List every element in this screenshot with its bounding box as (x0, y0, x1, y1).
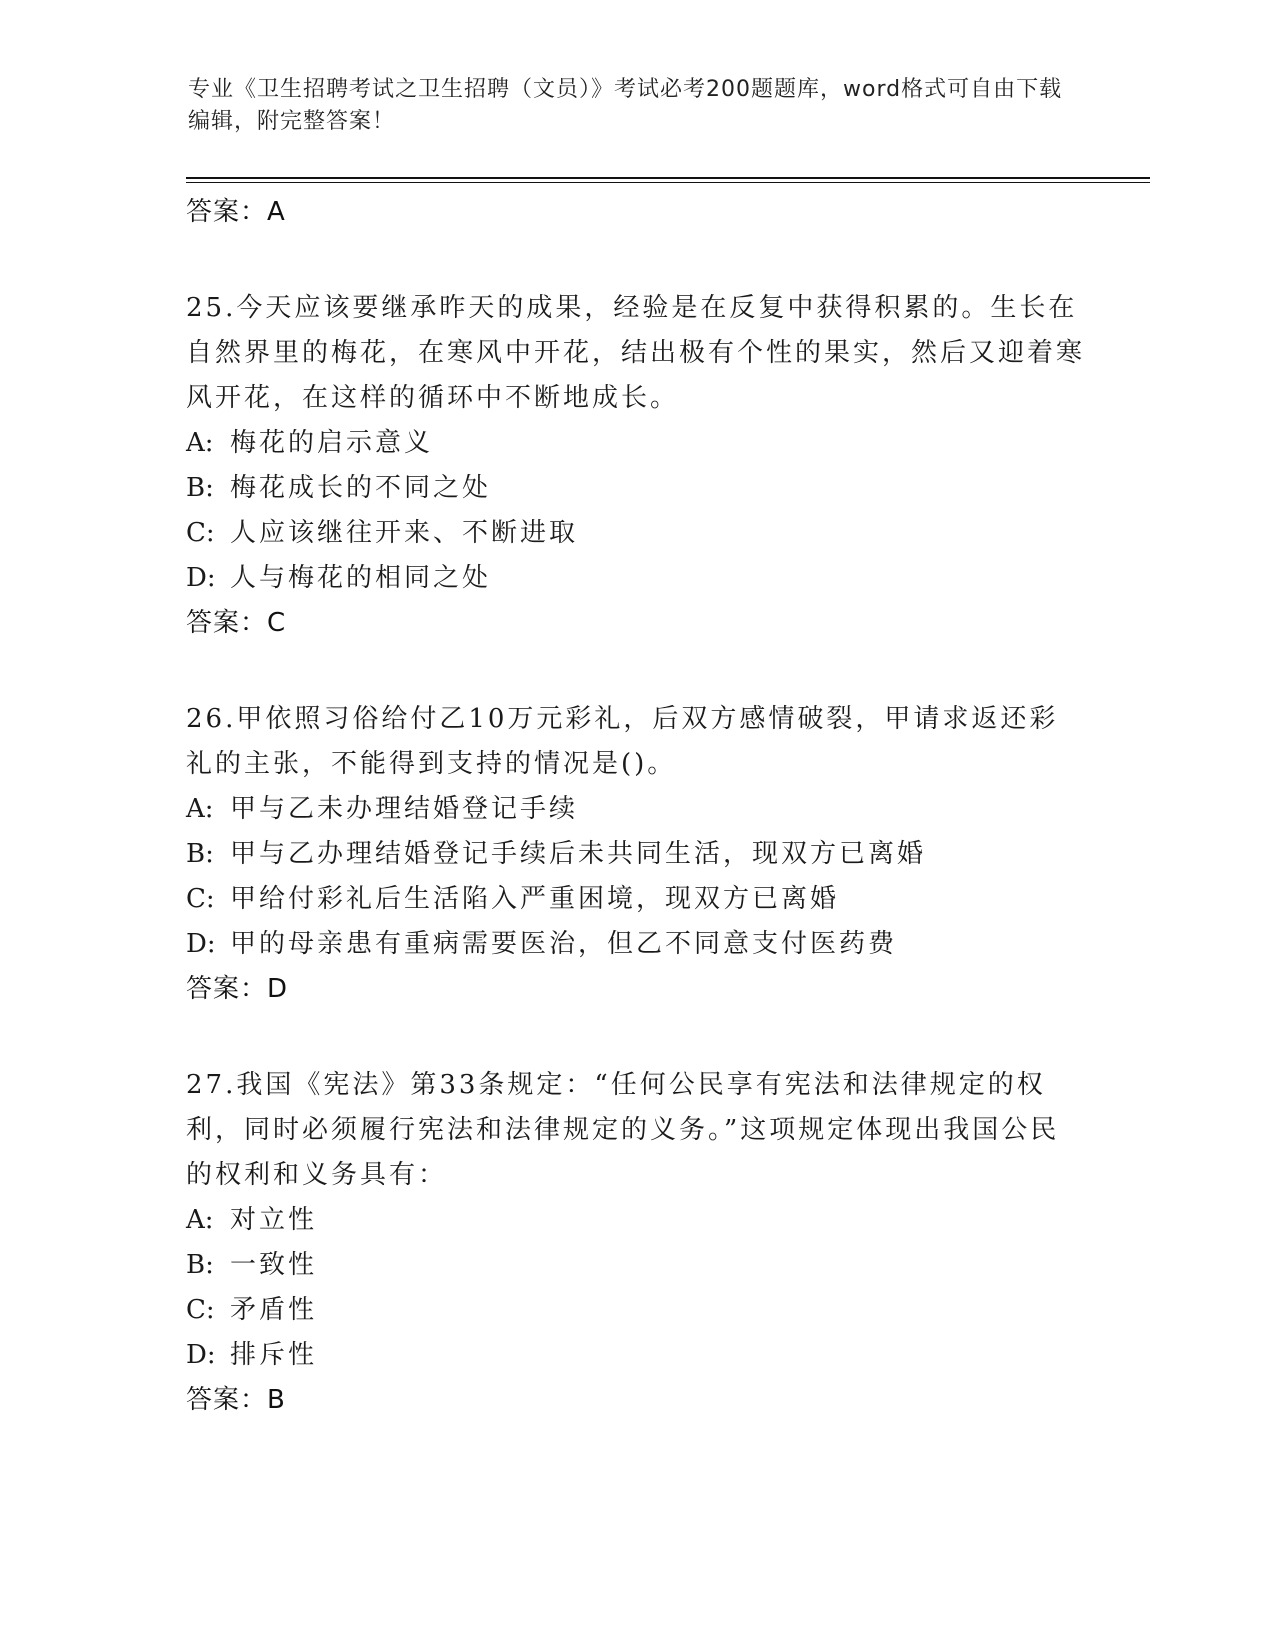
option-c (186, 511, 1086, 556)
option-key: D: (186, 563, 216, 593)
question-25 (186, 286, 1086, 645)
answer-line: 答案：C (186, 608, 287, 638)
option-text: 甲的母亲患有重病需要医治，但乙不同意支付医药费 (230, 929, 898, 959)
question-stem: 25.今天应该要继承昨天的成果，经验是在反复中获得积累的。生长在自然界里的梅花，在寒风中开花，结出极有个性的果实，然后又迎着寒风开花，在这样的循环中不断地成长。 (186, 293, 1086, 413)
option-text: 人与梅花的相同之处 (230, 563, 492, 593)
header-rule-thick (186, 177, 1150, 179)
option-key: C: (186, 884, 215, 914)
answer-line: 答案：B (186, 1385, 286, 1415)
option-text: 甲给付彩礼后生活陷入严重困境，现双方已离婚 (230, 884, 840, 914)
option-a (186, 787, 1086, 832)
header-rule-thin (186, 182, 1150, 183)
option-c (186, 877, 1086, 922)
option-a (186, 421, 1086, 466)
option-text: 梅花的启示意义 (230, 428, 434, 458)
option-key: B: (186, 839, 214, 869)
option-key: B: (186, 1250, 214, 1280)
option-text: 甲与乙办理结婚登记手续后未共同生活，现双方已离婚 (230, 839, 927, 869)
option-a (186, 1198, 1086, 1243)
option-key: C: (186, 1295, 215, 1325)
option-d (186, 1333, 1086, 1378)
option-text: 梅花成长的不同之处 (230, 473, 492, 503)
option-text: 人应该继往开来、不断进取 (230, 518, 579, 548)
document-header: 专业《卫生招聘考试之卫生招聘（文员）》考试必考200题题库，word格式可自由下载编辑，附完整答案！ (188, 77, 1063, 134)
option-key: D: (186, 1340, 216, 1370)
question-26 (186, 697, 1086, 1011)
option-text: 矛盾性 (230, 1295, 318, 1325)
option-key: A: (186, 428, 214, 458)
option-key: A: (186, 1205, 214, 1235)
question-stem: 26.甲依照习俗给付乙10万元彩礼，后双方感情破裂，甲请求返还彩礼的主张，不能得到支持的情况是()。 (186, 704, 1059, 779)
option-text: 一致性 (230, 1250, 318, 1280)
option-b (186, 1243, 1086, 1288)
question-27 (186, 1063, 1086, 1422)
option-key: C: (186, 518, 215, 548)
option-c (186, 1288, 1086, 1333)
previous-answer: 答案：A (186, 197, 286, 227)
option-b (186, 832, 1086, 877)
option-key: A: (186, 794, 214, 824)
question-stem: 27.我国《宪法》第33条规定：“任何公民享有宪法和法律规定的权利，同时必须履行宪法和法律规定的义务。”这项规定体现出我国公民的权利和义务具有： (186, 1070, 1060, 1190)
option-key: B: (186, 473, 214, 503)
option-d (186, 922, 1086, 967)
option-text: 排斥性 (230, 1340, 318, 1370)
option-text: 甲与乙未办理结婚登记手续 (230, 794, 579, 824)
option-b (186, 466, 1086, 511)
document-body (186, 186, 1086, 1422)
answer-line: 答案：D (186, 974, 289, 1004)
option-text: 对立性 (230, 1205, 318, 1235)
option-key: D: (186, 929, 216, 959)
option-d (186, 556, 1086, 601)
